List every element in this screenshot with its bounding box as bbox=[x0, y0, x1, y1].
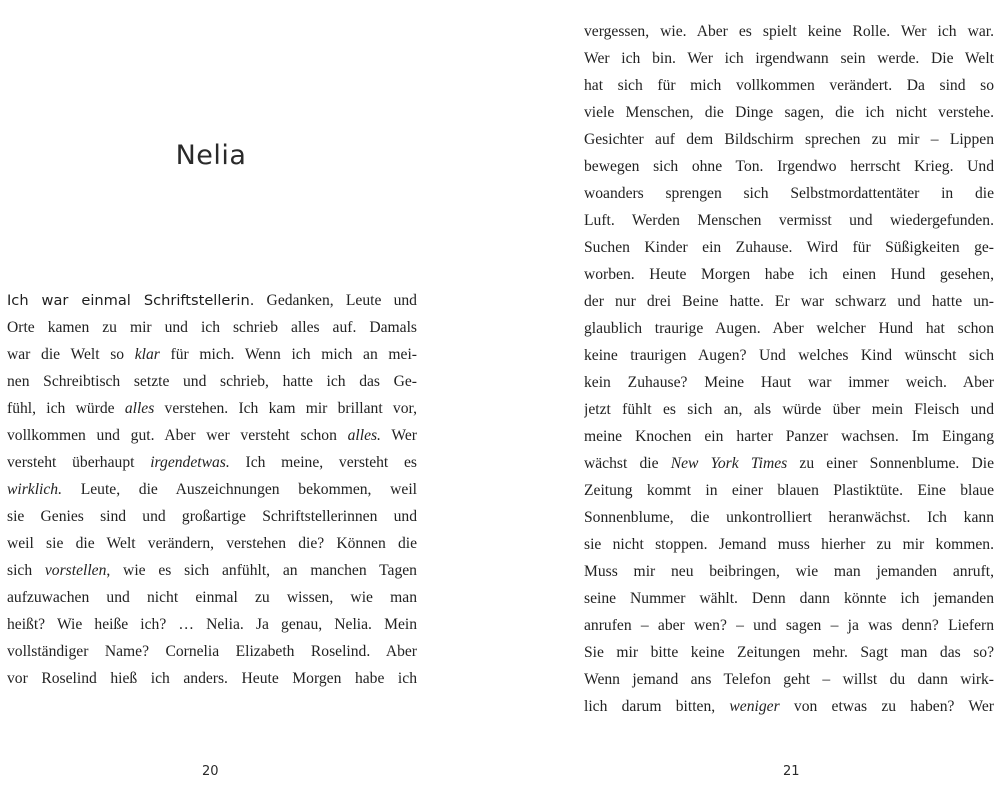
text-run: für mich. Wenn ich mich an mei- bbox=[159, 346, 417, 363]
text-line bbox=[584, 234, 994, 261]
page-number-right: 21 bbox=[783, 764, 800, 779]
text-line bbox=[584, 585, 994, 612]
text-run: keine traurigen Augen? Und welches Kind wünscht sich bbox=[584, 347, 994, 364]
text-run: versteht überhaupt bbox=[7, 454, 151, 471]
text-line bbox=[7, 422, 417, 449]
text-line bbox=[584, 153, 994, 180]
text-run: von etwas zu haben? Wer bbox=[779, 698, 994, 715]
text-run: Muss mir neu beibringen, wie man jemanden anruft, bbox=[584, 563, 994, 580]
text-line bbox=[7, 584, 417, 611]
right-page-text bbox=[584, 18, 994, 720]
text-line bbox=[7, 287, 417, 314]
text-line bbox=[7, 449, 417, 476]
text-run: glaublich traurige Augen. Aber welcher Hund hat schon bbox=[584, 320, 994, 337]
text-line bbox=[7, 557, 417, 584]
text-run: worben. Heute Morgen habe ich einen Hund gesehen, bbox=[584, 266, 994, 283]
text-line bbox=[7, 530, 417, 557]
text-line bbox=[584, 99, 994, 126]
text-line bbox=[7, 503, 417, 530]
text-line bbox=[584, 639, 994, 666]
text-line bbox=[584, 558, 994, 585]
text-line bbox=[584, 288, 994, 315]
text-line bbox=[584, 72, 994, 99]
text-line bbox=[584, 261, 994, 288]
text-run: sie Genies sind und großartige Schriftstellerinnen und bbox=[7, 508, 417, 525]
text-run: Luft. Werden Menschen vermisst und wiedergefunden. bbox=[584, 212, 994, 229]
text-run: Suchen Kinder ein Zuhause. Wird für Süßigkeiten ge- bbox=[584, 239, 994, 256]
text-run: woanders sprengen sich Selbstmordattentäter in die bbox=[584, 185, 994, 202]
text-line bbox=[584, 450, 994, 477]
text-run: Zeitung kommt in einer blauen Plastiktüte. Eine blaue bbox=[584, 482, 994, 499]
emphasis: wirklich. bbox=[7, 481, 63, 498]
text-line bbox=[584, 342, 994, 369]
text-line bbox=[584, 18, 994, 45]
text-run: seine Nummer wählt. Denn dann könnte ich jemanden bbox=[584, 590, 994, 607]
text-run: weil sie die Welt verändern, verstehen die? Können die bbox=[7, 535, 417, 552]
text-run: Leute, die Auszeichnungen bekommen, weil bbox=[62, 481, 417, 498]
emphasis: New York Times bbox=[670, 455, 788, 472]
text-run: lich darum bitten, bbox=[584, 698, 730, 715]
text-line bbox=[7, 611, 417, 638]
emphasis: klar bbox=[134, 346, 160, 363]
lead-in-text: Ich war einmal Schriftstellerin. bbox=[7, 292, 255, 309]
text-run: Sie mir bitte keine Zeitungen mehr. Sagt man das so? bbox=[584, 644, 994, 661]
text-run: zu einer Sonnenblume. Die bbox=[787, 455, 994, 472]
text-run: kein Zuhause? Meine Haut war immer weich. Aber bbox=[584, 374, 994, 391]
text-line bbox=[7, 395, 417, 422]
text-line bbox=[584, 504, 994, 531]
text-run: anrufen – aber wen? – und sagen – ja was denn? Liefern bbox=[584, 617, 994, 634]
text-run: sie nicht stoppen. Jemand muss hierher zu mir kommen. bbox=[584, 536, 994, 553]
emphasis: vorstellen bbox=[44, 562, 107, 579]
emphasis: alles bbox=[124, 400, 155, 417]
text-run: Sonnenblume, die unkontrolliert heranwächst. Ich kann bbox=[584, 509, 994, 526]
text-run: vollkommen und gut. Aber wer versteht schon bbox=[7, 427, 348, 444]
text-run: Orte kamen zu mir und ich schrieb alles auf. Damals bbox=[7, 319, 417, 336]
text-run: jetzt fühlt es sich an, als würde über mein Fleisch und bbox=[584, 401, 994, 418]
text-run: der nur drei Beine hatte. Er war schwarz und hatte un- bbox=[584, 293, 994, 310]
text-run: nen Schreibtisch setzte und schrieb, hatte ich das Ge- bbox=[7, 373, 417, 390]
text-line bbox=[584, 126, 994, 153]
text-run: meine Knochen ein harter Panzer wachsen. Im Eingang bbox=[584, 428, 994, 445]
text-line bbox=[7, 341, 417, 368]
text-line bbox=[584, 477, 994, 504]
text-line bbox=[584, 180, 994, 207]
page-number-left: 20 bbox=[202, 764, 219, 779]
emphasis: irgendetwas. bbox=[150, 454, 230, 471]
text-run: bewegen sich ohne Ton. Irgendwo herrscht Krieg. Und bbox=[584, 158, 994, 175]
text-run: , wie es sich anfühlt, an manchen Tagen bbox=[106, 562, 417, 579]
text-line bbox=[7, 638, 417, 665]
text-line bbox=[584, 612, 994, 639]
text-line bbox=[7, 314, 417, 341]
text-run: vollständiger Name? Cornelia Elizabeth Roselind. Aber bbox=[7, 643, 417, 660]
left-page-text bbox=[7, 287, 417, 692]
text-line bbox=[584, 45, 994, 72]
chapter-title: Nelia bbox=[175, 140, 247, 171]
text-line bbox=[584, 315, 994, 342]
emphasis: alles. bbox=[347, 427, 381, 444]
text-run: Ich meine, versteht es bbox=[229, 454, 417, 471]
text-line bbox=[584, 396, 994, 423]
text-run: Wer bbox=[380, 427, 417, 444]
text-run: vor Roselind hieß ich anders. Heute Morgen habe ich bbox=[7, 670, 417, 687]
text-run: vergessen, wie. Aber es spielt keine Rolle. Wer ich war. bbox=[584, 23, 994, 40]
text-run: fühl, ich würde bbox=[7, 400, 125, 417]
text-line bbox=[584, 531, 994, 558]
text-line bbox=[584, 693, 994, 720]
text-run: heißt? Wie heiße ich? … Nelia. Ja genau, Nelia. Mein bbox=[7, 616, 417, 633]
right-page bbox=[500, 0, 1000, 800]
emphasis: weniger bbox=[729, 698, 780, 715]
text-line bbox=[584, 666, 994, 693]
text-run: aufzuwachen und nicht einmal zu wissen, wie man bbox=[7, 589, 417, 606]
text-run: war die Welt so bbox=[7, 346, 135, 363]
text-line bbox=[7, 368, 417, 395]
text-run: hat sich für mich vollkommen verändert. Da sind so bbox=[584, 77, 994, 94]
text-line bbox=[584, 423, 994, 450]
text-run: Gesichter auf dem Bildschirm sprechen zu mir – Lippen bbox=[584, 131, 994, 148]
text-run: Wer ich bin. Wer ich irgendwann sein werde. Die Welt bbox=[584, 50, 994, 67]
text-line bbox=[584, 369, 994, 396]
text-run: Wenn jemand ans Telefon geht – willst du dann wirk- bbox=[584, 671, 994, 688]
text-run: wächst die bbox=[584, 455, 671, 472]
text-line bbox=[584, 207, 994, 234]
text-line bbox=[7, 476, 417, 503]
text-line bbox=[7, 665, 417, 692]
text-run: viele Menschen, die Dinge sagen, die ich nicht verstehe. bbox=[584, 104, 994, 121]
text-run: sich bbox=[7, 562, 45, 579]
text-run: Gedanken, Leute und bbox=[254, 292, 417, 309]
text-run: verstehen. Ich kam mir brillant vor, bbox=[154, 400, 417, 417]
